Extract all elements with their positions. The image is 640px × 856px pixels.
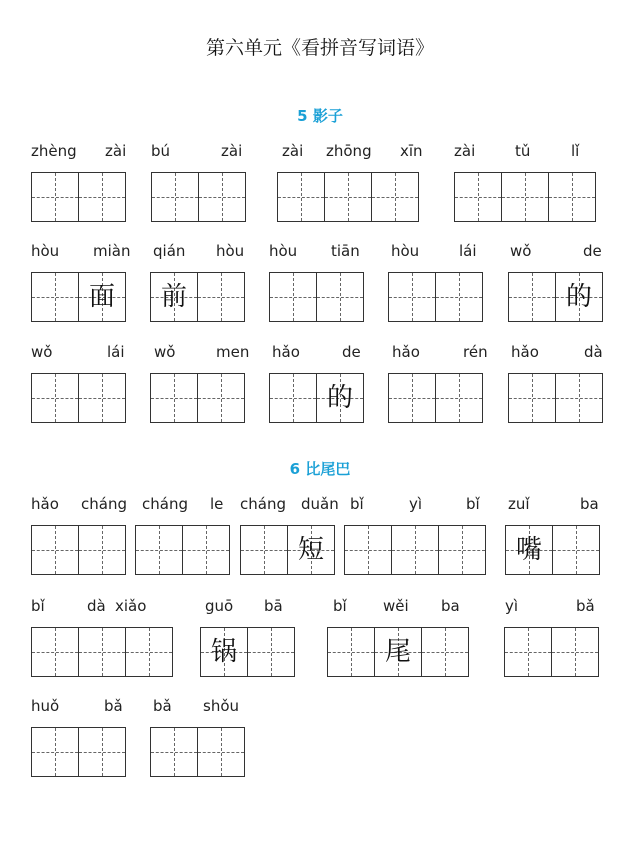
- tianzige-cell[interactable]: [287, 525, 335, 575]
- given-character: 嘴: [515, 535, 542, 565]
- pinyin-label: rén: [463, 343, 488, 361]
- pinyin-label: cháng: [81, 495, 127, 513]
- given-character: 的: [326, 383, 353, 413]
- tianzige-cell[interactable]: [555, 373, 603, 423]
- tianzige-cell[interactable]: [78, 525, 126, 575]
- given-character: 锅: [210, 637, 237, 667]
- pinyin-label: ba: [441, 597, 460, 615]
- pinyin-label: wěi: [383, 597, 409, 615]
- word-box-group: [269, 373, 363, 423]
- word-box-group: [327, 627, 468, 677]
- word-box-group: [150, 373, 244, 423]
- tianzige-cell[interactable]: [269, 272, 317, 322]
- pinyin-label: cháng: [240, 495, 286, 513]
- pinyin-label: zhōng: [326, 142, 372, 160]
- tianzige-cell[interactable]: [316, 272, 364, 322]
- pinyin-label: yì: [409, 495, 423, 513]
- pinyin-label: lái: [459, 242, 477, 260]
- word-box-group: [508, 272, 602, 322]
- tianzige-cell[interactable]: [31, 272, 79, 322]
- pinyin-label: zài: [282, 142, 304, 160]
- pinyin-label: lái: [107, 343, 125, 361]
- pinyin-label: wǒ: [154, 343, 176, 361]
- word-box-group: [277, 172, 418, 222]
- tianzige-cell[interactable]: [435, 272, 483, 322]
- tianzige-cell[interactable]: [78, 727, 126, 777]
- tianzige-cell[interactable]: [548, 172, 596, 222]
- pinyin-label: wǒ: [31, 343, 53, 361]
- tianzige-cell[interactable]: [150, 373, 198, 423]
- word-box-group: [388, 373, 482, 423]
- pinyin-label: dà: [584, 343, 603, 361]
- pinyin-label: zài: [221, 142, 243, 160]
- tianzige-cell[interactable]: [197, 272, 245, 322]
- tianzige-cell[interactable]: [508, 272, 556, 322]
- tianzige-cell[interactable]: [197, 373, 245, 423]
- pinyin-label: hǎo: [31, 495, 59, 513]
- pinyin-label: tǔ: [515, 142, 531, 160]
- tianzige-cell[interactable]: [135, 525, 183, 575]
- pinyin-label: bā: [264, 597, 283, 615]
- pinyin-label: hòu: [216, 242, 245, 260]
- given-character: 前: [160, 282, 187, 312]
- word-box-group: [504, 627, 598, 677]
- word-box-group: [150, 727, 244, 777]
- tianzige-cell[interactable]: [421, 627, 469, 677]
- tianzige-cell[interactable]: [324, 172, 372, 222]
- page-title: 第六单元《看拼音写词语》: [205, 37, 434, 59]
- tianzige-cell[interactable]: [277, 172, 325, 222]
- tianzige-cell[interactable]: [182, 525, 230, 575]
- word-box-group: [505, 525, 599, 575]
- tianzige-cell[interactable]: [31, 727, 79, 777]
- word-box-group: [31, 727, 125, 777]
- pinyin-label: xīn: [400, 142, 423, 160]
- pinyin-label: hòu: [391, 242, 420, 260]
- tianzige-cell[interactable]: [388, 272, 436, 322]
- tianzige-cell[interactable]: [505, 525, 553, 575]
- section-title-5: 5 影子: [297, 107, 343, 125]
- pinyin-label: bǐ: [350, 495, 364, 513]
- pinyin-label: wǒ: [510, 242, 532, 260]
- tianzige-cell[interactable]: [78, 373, 126, 423]
- word-box-group: [31, 627, 172, 677]
- pinyin-label: xiǎo: [115, 597, 147, 615]
- pinyin-label: hǎo: [511, 343, 539, 361]
- pinyin-label: hǎo: [392, 343, 420, 361]
- given-character: 的: [565, 282, 592, 312]
- word-box-group: [150, 272, 244, 322]
- word-box-group: [388, 272, 482, 322]
- tianzige-cell[interactable]: [31, 373, 79, 423]
- given-character: 短: [297, 535, 324, 565]
- tianzige-cell[interactable]: [371, 172, 419, 222]
- pinyin-label: ba: [580, 495, 599, 513]
- tianzige-cell[interactable]: [435, 373, 483, 423]
- tianzige-cell[interactable]: [197, 727, 245, 777]
- tianzige-cell[interactable]: [269, 373, 317, 423]
- pinyin-label: bǎ: [153, 697, 172, 715]
- tianzige-cell[interactable]: [198, 172, 246, 222]
- pinyin-label: de: [583, 242, 602, 260]
- tianzige-cell[interactable]: [327, 627, 375, 677]
- pinyin-label: bú: [151, 142, 171, 160]
- tianzige-cell[interactable]: [150, 727, 198, 777]
- word-box-group: [240, 525, 334, 575]
- tianzige-cell[interactable]: [151, 172, 199, 222]
- tianzige-cell[interactable]: [388, 373, 436, 423]
- word-box-group: [344, 525, 485, 575]
- tianzige-cell[interactable]: [200, 627, 248, 677]
- tianzige-cell[interactable]: [31, 172, 79, 222]
- pinyin-label: huǒ: [31, 697, 60, 715]
- pinyin-label: hòu: [31, 242, 60, 260]
- tianzige-cell[interactable]: [31, 525, 79, 575]
- pinyin-label: zài: [105, 142, 127, 160]
- pinyin-label: hǎo: [272, 343, 300, 361]
- pinyin-label: de: [342, 343, 361, 361]
- tianzige-cell[interactable]: [551, 627, 599, 677]
- tianzige-cell[interactable]: [504, 627, 552, 677]
- tianzige-cell[interactable]: [316, 373, 364, 423]
- tianzige-cell[interactable]: [374, 627, 422, 677]
- tianzige-cell[interactable]: [150, 272, 198, 322]
- pinyin-label: men: [216, 343, 250, 361]
- tianzige-cell[interactable]: [501, 172, 549, 222]
- tianzige-cell[interactable]: [31, 627, 79, 677]
- tianzige-cell[interactable]: [344, 525, 392, 575]
- pinyin-label: duǎn: [301, 495, 339, 513]
- word-box-group: [454, 172, 595, 222]
- given-character: 尾: [384, 637, 411, 667]
- tianzige-cell[interactable]: [454, 172, 502, 222]
- tianzige-cell[interactable]: [240, 525, 288, 575]
- tianzige-cell[interactable]: [508, 373, 556, 423]
- word-box-group: [135, 525, 229, 575]
- tianzige-cell[interactable]: [438, 525, 486, 575]
- tianzige-cell[interactable]: [78, 272, 126, 322]
- tianzige-cell[interactable]: [555, 272, 603, 322]
- pinyin-label: zuǐ: [508, 495, 530, 513]
- tianzige-cell[interactable]: [391, 525, 439, 575]
- given-character: 面: [88, 282, 115, 312]
- pinyin-label: cháng: [142, 495, 188, 513]
- pinyin-label: le: [210, 495, 224, 513]
- pinyin-label: bǎ: [104, 697, 123, 715]
- word-box-group: [31, 525, 125, 575]
- section-title-6: 6 比尾巴: [289, 460, 351, 478]
- pinyin-label: zài: [454, 142, 476, 160]
- word-box-group: [508, 373, 602, 423]
- pinyin-label: dà: [87, 597, 106, 615]
- word-box-group: [269, 272, 363, 322]
- pinyin-label: yì: [505, 597, 519, 615]
- word-box-group: [31, 373, 125, 423]
- pinyin-label: miàn: [93, 242, 131, 260]
- pinyin-label: guō: [205, 597, 234, 615]
- pinyin-label: tiān: [331, 242, 360, 260]
- word-box-group: [31, 172, 125, 222]
- pinyin-label: hòu: [269, 242, 298, 260]
- pinyin-label: shǒu: [203, 697, 240, 715]
- tianzige-cell[interactable]: [552, 525, 600, 575]
- pinyin-label: bǐ: [466, 495, 480, 513]
- pinyin-label: zhèng: [31, 142, 77, 160]
- tianzige-cell[interactable]: [247, 627, 295, 677]
- pinyin-label: bǐ: [333, 597, 347, 615]
- word-box-group: [200, 627, 294, 677]
- word-box-group: [151, 172, 245, 222]
- pinyin-label: bǎ: [576, 597, 595, 615]
- tianzige-cell[interactable]: [78, 172, 126, 222]
- word-box-group: [31, 272, 125, 322]
- tianzige-cell[interactable]: [125, 627, 173, 677]
- pinyin-label: bǐ: [31, 597, 45, 615]
- tianzige-cell[interactable]: [78, 627, 126, 677]
- pinyin-label: qián: [153, 242, 186, 260]
- pinyin-label: lǐ: [571, 142, 580, 160]
